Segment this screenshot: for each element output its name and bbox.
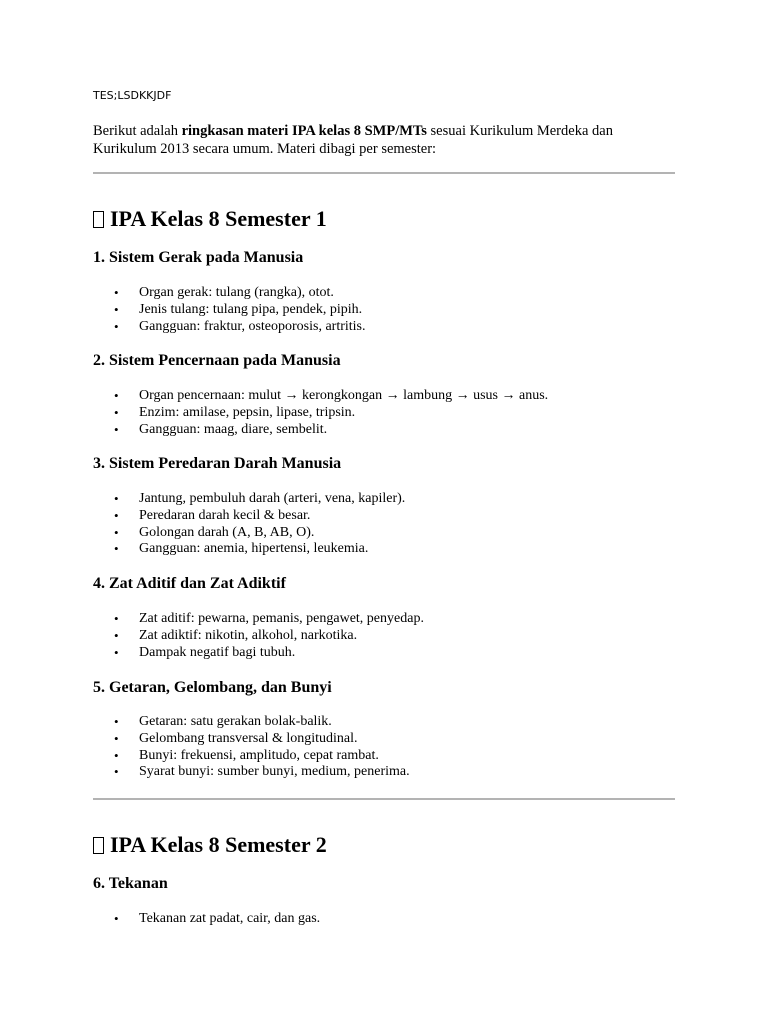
divider-2	[93, 798, 675, 800]
list-item: • Golongan darah (A, B, AB, O).	[93, 525, 405, 542]
list-item: • Tekanan zat padat, cair, dan gas.	[93, 911, 320, 928]
missing-glyph-icon	[93, 211, 104, 228]
semester-1-title	[93, 206, 327, 232]
semester-2-title	[93, 832, 327, 858]
list-item: • Peredaran darah kecil & besar.	[93, 508, 405, 525]
list-item: • Getaran: satu gerakan bolak-balik.	[93, 714, 410, 731]
list-item: • Organ gerak: tulang (rangka), otot.	[93, 285, 366, 302]
list-item: • Gangguan: fraktur, osteoporosis, artritis.	[93, 319, 366, 336]
missing-glyph-icon	[93, 837, 104, 854]
topic-list	[93, 911, 320, 928]
topic-list	[93, 714, 410, 781]
topic-title: 4. Zat Aditif dan Zat Adiktif	[93, 575, 286, 592]
topic-list	[93, 285, 366, 335]
topic-list	[93, 611, 424, 661]
list-item: • Gangguan: maag, diare, sembelit.	[93, 422, 548, 439]
topic-title: 1. Sistem Gerak pada Manusia	[93, 249, 304, 266]
list-item: • Jantung, pembuluh darah (arteri, vena, kapiler).	[93, 491, 405, 508]
topic-title: 5. Getaran, Gelombang, dan Bunyi	[93, 679, 332, 696]
divider-1	[93, 172, 675, 174]
list-item: • Enzim: amilase, pepsin, lipase, tripsin.	[93, 405, 548, 422]
list-item: • Gelombang transversal & longitudinal.	[93, 731, 410, 748]
header-note: TES;LSDKKJDF	[93, 89, 172, 102]
intro-suffix: sesuai Kurikulum Merdeka dan Kurikulum 2013 secara umum. Materi dibagi per semester:	[93, 123, 613, 157]
list-item: • Bunyi: frekuensi, amplitudo, cepat rambat.	[93, 748, 410, 765]
list-item: • Jenis tulang: tulang pipa, pendek, pipih.	[93, 302, 366, 319]
list-item: • Syarat bunyi: sumber bunyi, medium, penerima.	[93, 764, 410, 781]
topic-title: 2. Sistem Pencernaan pada Manusia	[93, 352, 341, 369]
list-item: • Gangguan: anemia, hipertensi, leukemia.	[93, 541, 405, 558]
list-item: • Zat adiktif: nikotin, alkohol, narkotika.	[93, 628, 424, 645]
list-item: • Organ pencernaan: mulut → kerongkongan → lambung → usus → anus.	[93, 388, 548, 405]
list-item: • Zat aditif: pewarna, pemanis, pengawet, penyedap.	[93, 611, 424, 628]
intro-bold: ringkasan materi IPA kelas 8 SMP/MTs	[181, 123, 427, 139]
semester-2-title-text: IPA Kelas 8 Semester 2	[110, 832, 327, 857]
intro-prefix: Berikut adalah	[93, 123, 182, 139]
semester-1-title-text: IPA Kelas 8 Semester 1	[110, 206, 327, 231]
topic-title: 3. Sistem Peredaran Darah Manusia	[93, 455, 342, 472]
topic-list	[93, 491, 405, 558]
topic-list	[93, 388, 548, 438]
topic-title: 6. Tekanan	[93, 875, 168, 892]
list-item: • Dampak negatif bagi tubuh.	[93, 645, 424, 662]
intro-paragraph	[93, 122, 673, 158]
